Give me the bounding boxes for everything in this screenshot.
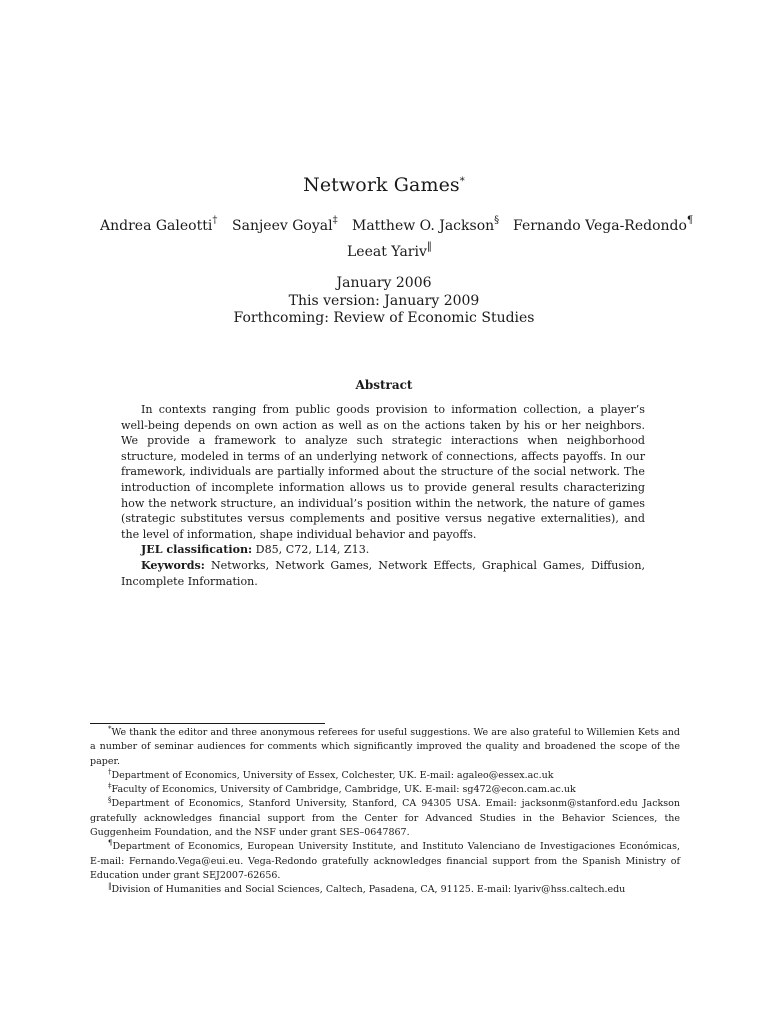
title-footnote-mark: * [459,176,465,187]
author-name: Sanjeev Goyal [232,218,333,234]
paper-title-text: Network Games [303,174,460,196]
version-date: This version: January 2009 [288,292,480,309]
keywords-line [121,558,645,589]
abstract-text: In contexts ranging from public goods provision to information collection, a player’s well-being depends on own action as well as on the actions taken by his or her neighbors. We provide a framework to analyze such strategic interactions when neighborhood structure, modeled in terms of an underlying network of connections, affects payoffs. In our framework, individuals are partially informed about the structure of the social network. The introduction of incomplete information allows us to provide general results characterizing how the network structure, an individual’s position within the network, the nature of games (strategic substitutes versus complements and positive versus negative externalities), and the level of information, shape individual behavior and payoffs. [121,403,645,541]
date-block [0,275,768,328]
footnote-text: We thank the editor and three anonymous referees for useful suggestions. We are also grateful to Willemien Kets and a number of seminar audiences for comments which significantly improved the quality and broadened the scope of the paper. [90,727,680,767]
footnote-text: Faculty of Economics, University of Cambridge, Cambridge, UK. E-mail: sg472@econ.cam.ac.uk [111,784,576,796]
author-name: Leeat Yariv [347,244,427,260]
author-galeotti [100,215,218,234]
footnote-mark: † [108,767,112,776]
original-date: January 2006 [336,275,432,291]
footnote-text: Division of Humanities and Social Sciences, Caltech, Pasadena, CA, 91125. E-mail: lyariv@hss.caltech.edu [111,884,626,896]
footnote-text: Department of Economics, European University Institute, and Instituto Valenciano de Investigaciones Económicas, E-mail: Fernando.Vega@eui.eu. Vega-Redondo gratefully acknowledges financial support from the Spanish Ministry of Education under grant SEJ2007-62656. [90,841,680,881]
footnote-divider [90,723,325,724]
footnote-galeotti [90,769,680,783]
footnote-goyal [90,783,680,797]
footnote-mark: * [108,725,112,733]
author-name: Matthew O. Jackson [352,218,495,234]
footnote-text: Department of Economics, Stanford University, Stanford, CA 94305 USA. Email: jacksonm@stanford.edu Jackson gratefully acknowledges financial support from the Center for Advanced Studies in the Behavior Sciences, the Guggenheim Foundation, and the NSF under grant SES–0647867. [90,798,680,839]
author-name: Andrea Galeotti [100,218,213,234]
forthcoming-note: Forthcoming: Review of Economic Studies [233,310,535,326]
footnote-acknowledgements [90,726,680,769]
footnote-jackson [90,797,680,840]
author-jackson [352,215,500,234]
author-footnote-mark: ‖ [426,241,432,252]
author-footnote-mark: † [212,215,218,226]
jel-label: JEL classification: [141,543,253,557]
footnote-mark: ‡ [108,782,112,791]
jel-line [121,542,645,558]
author-footnote-mark: § [494,215,500,226]
footnote-mark: ‖ [108,882,112,891]
paper-title [0,174,768,196]
keywords-label: Keywords: [141,558,205,572]
author-name: Fernando Vega-Redondo [513,218,687,234]
keywords-list: Networks, Network Games, Network Effects, Graphical Games, Diffusion, Incomplete Information. [121,558,646,588]
footnote-mark: § [108,796,112,805]
author-footnote-mark: ¶ [686,215,694,226]
footnote-mark: ¶ [108,839,113,848]
author-footnote-mark: ‡ [332,215,338,226]
author-vega-redondo [513,215,694,234]
abstract-heading: Abstract [355,378,413,392]
jel-codes: D85, C72, L14, Z13. [255,543,370,557]
footnotes-section [90,726,680,898]
footnote-vega-redondo [90,840,680,883]
abstract-section [121,402,645,589]
footnote-text: Department of Economics, University of Essex, Colchester, UK. E-mail: agaleo@essex.ac.uk [111,769,554,781]
author-yariv [347,241,432,260]
footnote-yariv [90,883,680,897]
author-goyal [232,215,338,234]
